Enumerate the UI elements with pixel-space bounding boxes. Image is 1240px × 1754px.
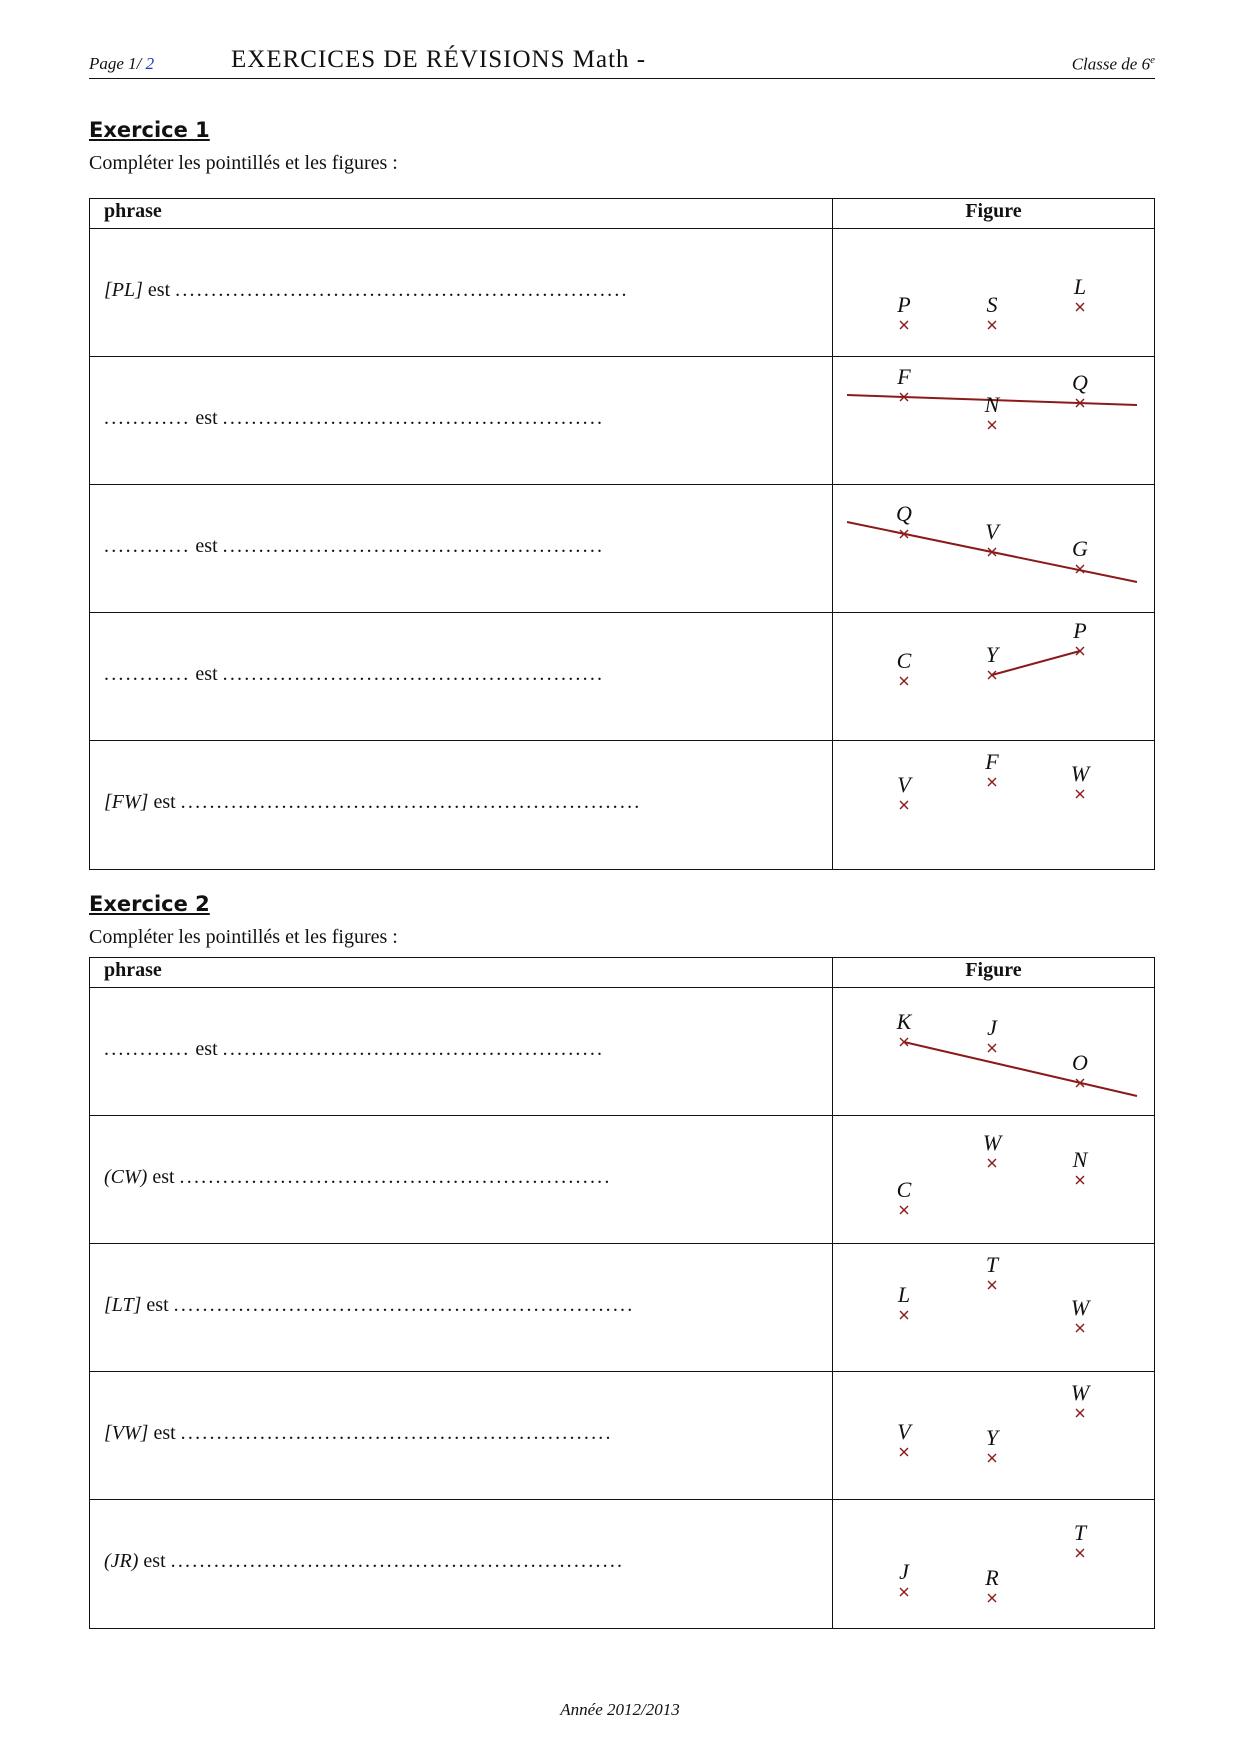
exercise-instruction: Compléter les pointillés et les figures : (89, 926, 398, 948)
column-header-phrase: phrase (104, 200, 162, 222)
point (1072, 536, 1088, 573)
blank-dots: ............................................................ (179, 1166, 612, 1188)
page-total-link[interactable]: 2 (145, 54, 155, 73)
blank-dots: ................................................................ (180, 791, 642, 813)
figure-drawing (834, 357, 1154, 483)
table-row (90, 485, 1154, 613)
figure-notation: [FW] (104, 791, 149, 813)
point (1071, 761, 1091, 798)
point-label: T (1073, 1520, 1087, 1545)
figure-cell[interactable] (834, 988, 1154, 1114)
figure-drawing (834, 1500, 1154, 1626)
page-number-prefix: Page 1/ (89, 54, 146, 73)
class-level-text: Classe de 6 (1071, 54, 1151, 74)
point-label: P (897, 292, 911, 317)
point-label: L (1073, 274, 1087, 299)
point-label: V (985, 519, 999, 544)
table-row (90, 357, 1154, 485)
verb-est: est (195, 535, 218, 557)
sentence-cell[interactable] (104, 1166, 612, 1189)
blank-dots: ............ (104, 663, 191, 685)
figure-drawing (834, 1244, 1154, 1370)
exercise-title: Exercice 2 (89, 892, 210, 916)
point (896, 1009, 913, 1046)
class-level (1072, 54, 1155, 75)
blank-dots: ............ (104, 1038, 191, 1060)
table-row (90, 613, 1154, 741)
point-label: V (897, 1419, 911, 1444)
point-label: S (986, 292, 998, 317)
figure-notation: [VW] (104, 1422, 149, 1444)
figure-cell[interactable] (834, 1244, 1154, 1370)
point (986, 1252, 1000, 1289)
figure-cell[interactable] (834, 1500, 1154, 1626)
sentence-cell[interactable] (104, 663, 604, 686)
column-header-figure: Figure (965, 959, 1022, 981)
sentence-cell[interactable] (104, 791, 641, 814)
document-title: EXERCICES DE RÉVISIONS Math - (231, 46, 647, 73)
figure-notation: (JR) (104, 1550, 139, 1572)
point-label: O (1072, 1050, 1088, 1075)
table-row (90, 988, 1154, 1116)
figure-cell[interactable] (834, 1372, 1154, 1498)
sentence-cell[interactable] (104, 279, 629, 302)
point (1073, 274, 1086, 311)
table-row (90, 1244, 1154, 1372)
verb-est: est (195, 407, 218, 429)
sentence-cell[interactable] (104, 1422, 613, 1445)
point (1072, 618, 1086, 655)
point-label: V (897, 772, 911, 797)
point-label: C (896, 1177, 912, 1202)
figure-drawing (834, 613, 1154, 739)
exercise-table (89, 198, 1155, 870)
page-header (89, 44, 1155, 79)
figure-notation: [LT] (104, 1294, 142, 1316)
point-label: G (1072, 536, 1088, 561)
sentence-cell[interactable] (104, 535, 604, 558)
blank-dots: ............ (104, 407, 191, 429)
column-header-figure: Figure (965, 200, 1022, 222)
blank-dots: ..................................................... (222, 407, 605, 429)
point-label: Q (896, 501, 912, 526)
column-header-phrase: phrase (104, 959, 162, 981)
point (1072, 370, 1088, 407)
point (983, 1130, 1003, 1167)
point-label: N (984, 392, 1000, 417)
sentence-cell[interactable] (104, 407, 604, 430)
sentence-cell[interactable] (104, 1294, 634, 1317)
verb-est: est (152, 1166, 175, 1188)
point-label: W (1070, 1295, 1090, 1320)
figure-drawing (834, 1116, 1154, 1242)
figure-drawing (834, 485, 1154, 611)
figure-cell[interactable] (834, 741, 1154, 867)
point (987, 292, 998, 329)
exercise-table (89, 957, 1155, 1629)
point (896, 364, 911, 401)
sentence-cell[interactable] (104, 1038, 604, 1061)
table-row (90, 1372, 1154, 1500)
point-label: W (982, 1130, 1002, 1155)
point-label: F (985, 749, 999, 774)
point-label: R (985, 1565, 999, 1590)
point-label: C (896, 648, 912, 673)
figure-cell[interactable] (834, 1116, 1154, 1242)
table-rows (90, 229, 1154, 869)
table-header (90, 958, 1154, 988)
point (987, 1015, 998, 1052)
table-row (90, 741, 1154, 869)
point (897, 1282, 910, 1319)
point-label: J (899, 1559, 909, 1584)
figure-line (992, 651, 1080, 675)
table-row (90, 1500, 1154, 1628)
point-label: T (985, 1252, 999, 1277)
table-header (90, 199, 1154, 229)
verb-est: est (195, 663, 218, 685)
blank-dots: ............................................................... (175, 279, 629, 301)
figure-drawing (834, 1372, 1154, 1498)
blank-dots: ..................................................... (222, 535, 605, 557)
point (899, 1559, 910, 1596)
figure-drawing (834, 229, 1154, 355)
verb-est: est (143, 1550, 166, 1572)
figure-drawing (834, 988, 1154, 1114)
page-footer: Année 2012/2013 (560, 1700, 680, 1719)
figure-cell[interactable] (834, 229, 1154, 355)
verb-est: est (195, 1038, 218, 1060)
figure-cell[interactable] (834, 357, 1154, 483)
verb-est: est (146, 1294, 169, 1316)
point (1071, 1295, 1091, 1332)
figure-cell[interactable] (834, 613, 1154, 739)
blank-dots: ..................................................... (222, 663, 605, 685)
blank-dots: ............................................................... (170, 1550, 625, 1572)
blank-dots: ..................................................... (222, 1038, 605, 1060)
point-label: J (987, 1015, 997, 1040)
point-label: K (896, 1009, 912, 1034)
point-label: L (897, 1282, 911, 1307)
point-label: Y (985, 1425, 999, 1450)
verb-est: est (153, 1422, 176, 1444)
point-label: Y (985, 642, 999, 667)
blank-dots: ................................................................ (173, 1294, 635, 1316)
point-label: F (897, 364, 911, 389)
verb-est: est (147, 279, 171, 301)
verb-est: est (153, 791, 176, 813)
point (986, 1425, 1001, 1462)
point-label: Q (1072, 370, 1088, 395)
point (1072, 1147, 1089, 1184)
point (897, 772, 913, 809)
point (897, 1177, 912, 1214)
table-row (90, 1116, 1154, 1244)
point (897, 1419, 913, 1456)
figure-line (904, 1042, 1137, 1096)
point (1071, 1380, 1091, 1417)
point (1074, 1520, 1088, 1557)
figure-notation: [PL] (104, 279, 143, 301)
page-number (89, 54, 154, 74)
point (897, 648, 912, 685)
point-label: N (1072, 1147, 1088, 1172)
figure-cell[interactable] (834, 485, 1154, 611)
point-label: W (1070, 1380, 1090, 1405)
point (896, 292, 910, 329)
point-label: W (1070, 761, 1090, 786)
exercise-title: Exercice 1 (89, 118, 210, 142)
figure-drawing (834, 741, 1154, 867)
table-row (90, 229, 1154, 357)
point (984, 1565, 999, 1602)
blank-dots: ............ (104, 535, 191, 557)
sentence-cell[interactable] (104, 1550, 624, 1573)
table-rows (90, 988, 1154, 1628)
class-level-sup: e (1150, 54, 1155, 66)
figure-notation: (CW) (104, 1166, 148, 1188)
exercise-instruction: Compléter les pointillés et les figures : (89, 152, 398, 174)
blank-dots: ............................................................ (180, 1422, 613, 1444)
point (984, 392, 1001, 429)
point-label: P (1073, 618, 1087, 643)
point (984, 749, 999, 786)
